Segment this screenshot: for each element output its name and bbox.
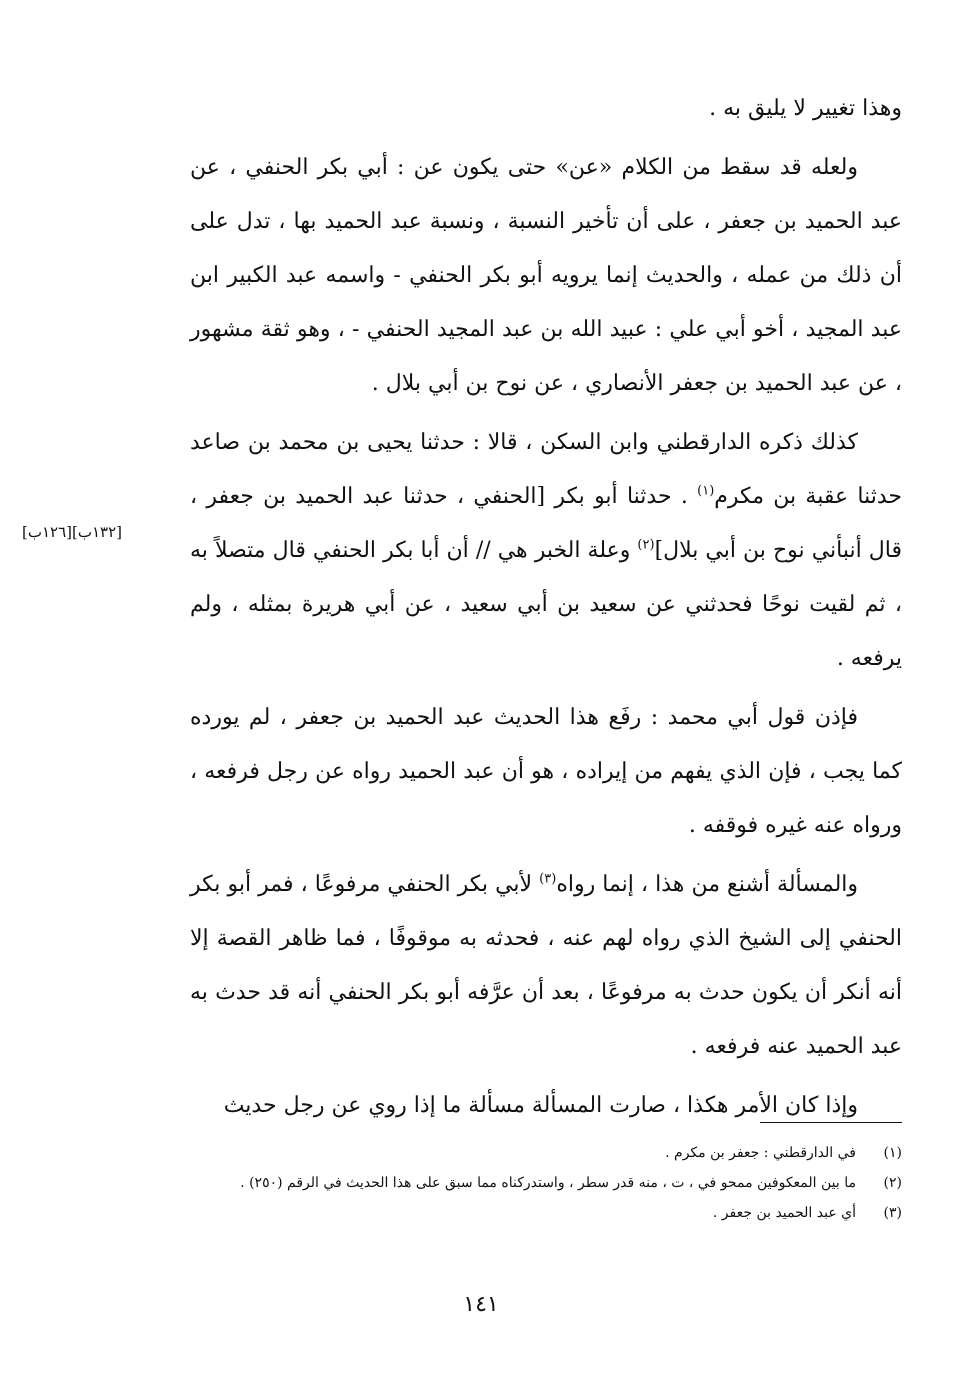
footnote-ref-1[interactable]: (١) <box>697 483 715 499</box>
paragraph-3 <box>190 416 902 686</box>
paragraph-6 <box>190 1079 902 1133</box>
paragraph-3-text-cont-2: وعلة الخبر هي // أن أبا بكر الحنفي قال متصلاً به ، ثم لقيت نوحًا فحدثني عن سعيد بن أبي سعيد ، عن أبي هريرة بمثله ، ولم يرفعه . <box>190 538 902 671</box>
manuscript-folio-note: [١٣٢ب][١٢٦ب] <box>22 523 123 541</box>
main-text <box>190 82 902 1138</box>
paragraph-5-text-cont: لأبي بكر الحنفي مرفوعًا ، فمر أبو بكر الحنفي إلى الشيخ الذي رواه لهم عنه ، فحدثه به موقوفًا ، فما ظاهر القصة إلا أنه أنكر أن يكون حدث به مرفوعًا ، بعد أن عرَّفه أبو بكر الحنفي أنه قد حدث به عبد الحميد عنه فرفعه . <box>190 872 902 1059</box>
paragraph-5-text: والمسألة أشنع من هذا ، إنما رواه <box>556 872 859 897</box>
footnotes <box>150 1138 902 1228</box>
paragraph-4-text: فإذن قول أبي محمد : رفَع هذا الحديث عبد الحميد بن جعفر ، لم يورده كما يجب ، فإن الذي يفهم من إيراده ، هو أن عبد الحميد رواه عن رجل فرفعه ، ورواه عنه غيره فوقفه . <box>190 705 902 838</box>
footnote-text: أي عبد الحميد بن جعفر . <box>712 1205 856 1221</box>
paragraph-5 <box>190 858 902 1074</box>
footnote-number: (١) <box>883 1145 902 1161</box>
footnote-2 <box>150 1168 902 1198</box>
paragraph-3-text-cont: . حدثنا أبو بكر [الحنفي ، حدثنا عبد الحميد بن جعفر ، قال أنبأني نوح بن أبي بلال] <box>190 484 902 563</box>
paragraph-2-text: ولعله قد سقط من الكلام «عن» حتى يكون عن : أبي بكر الحنفي ، عن عبد الحميد بن جعفر ، على أن تأخير النسبة ، ونسبة عبد الحميد بها ، تدل على أن ذلك من عمله ، والحديث إنما يرويه أبو بكر الحنفي - واسمه عبد الكبير ابن عبد المجيد ، أخو أبي علي : عبيد الله بن عبد المجيد الحنفي - ، وهو ثقة مشهور ، عن عبد الحميد بن جعفر الأنصاري ، عن نوح بن أبي بلال . <box>190 155 902 396</box>
footnote-text: ما بين المعكوفين ممحو في ، ت ، منه قدر سطر ، واستدركناه مما سبق على هذا الحديث في الرقم (٢٥٠) . <box>240 1175 856 1191</box>
paragraph-2 <box>190 141 902 411</box>
footnote-number: (٢) <box>883 1175 902 1191</box>
footnote-1 <box>150 1138 902 1168</box>
paragraph-3-text: كذلك ذكره الدارقطني وابن السكن ، قالا : حدثنا يحيى بن محمد بن صاعد حدثنا عقبة بن مكرم <box>190 430 902 509</box>
footnote-number: (٣) <box>883 1205 902 1221</box>
footnote-ref-2[interactable]: (٢) <box>637 537 655 553</box>
paragraph-6-text: وإذا كان الأمر هكذا ، صارت المسألة مسألة ما إذا روي عن رجل حديث <box>223 1093 858 1118</box>
paragraph-4 <box>190 691 902 853</box>
footnote-ref-3[interactable]: (٣) <box>539 871 557 887</box>
paragraph-1 <box>190 82 902 136</box>
page-number: ١٤١ <box>463 1292 499 1317</box>
footnote-separator <box>760 1122 902 1123</box>
footnote-text: في الدارقطني : جعفر بن مكرم . <box>665 1145 856 1161</box>
paragraph-1-text: وهذا تغيير لا يليق به . <box>709 96 902 121</box>
footnote-3 <box>150 1198 902 1228</box>
